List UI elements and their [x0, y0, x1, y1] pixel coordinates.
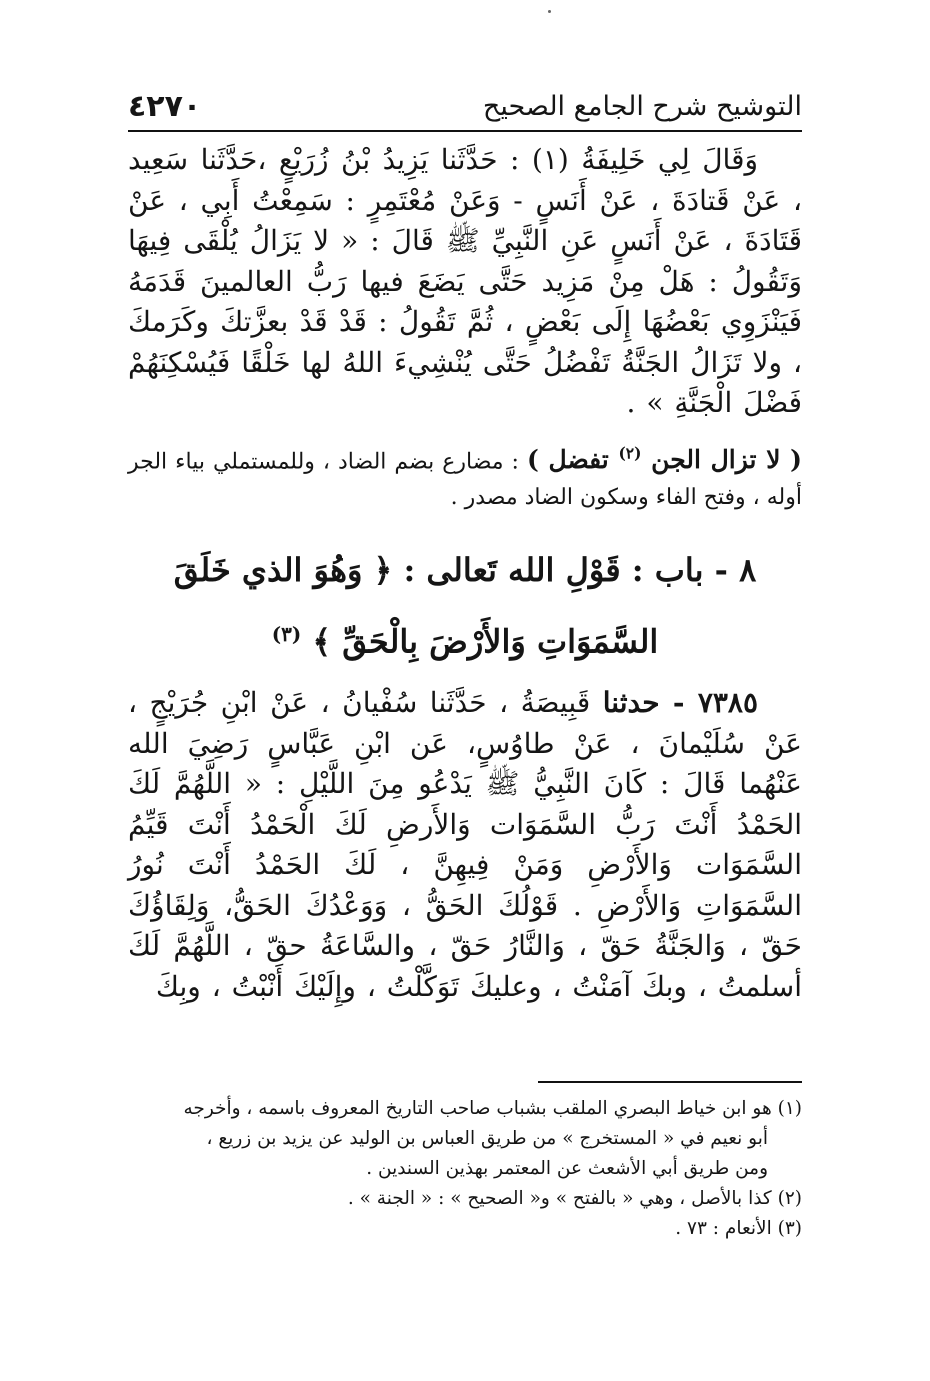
scan-speck — [548, 10, 551, 13]
hadith-paragraph-1: وَقَالَ لِي خَلِيفَةُ (١) : حَدَّثَنا يَزِيدُ بْنُ زُرَيْعٍ ،حَدَّثَنا سَعِيد ، عَنْ قَتادَةَ ، عَنْ أَنَسٍ - وَعَنْ مُعْتَمِرٍ : سَمِعْتُ أَبِي ، عَنْ قَتَادَةَ ، عَنْ أَنَسٍ عَنِ النَّبِيِّ ﷺ قَالَ : « لا يَزَالُ يُلْقَى فِيهَا وَتَقُولُ : هَلْ مِنْ مَزِيد حَتَّى يَضَعَ فيها رَبُّ العالمينَ قَدَمَهُ فَيَنْزَوِي بَعْضُهَا إِلَى بَعْضٍ ، ثُمَّ تَقُولُ : قَدْ قَدْ بعزَّتكَ وكَرَمكَ ، ولا تَزَالُ الجَنَّةُ تَفْضُلُ حَتَّى يُنْشِيءَ اللهُ لها خَلْقًا فَيُسْكِنَهُمْ فَضْلَ الْجَنَّةِ » . — [128, 143, 802, 419]
footnote-3: (٣) الأنعام : ٧٣ . — [675, 1218, 802, 1239]
commentary-text: : مضارع بضم الضاد ، وللمستملي بياء الجر أوله ، وفتح الفاء وسكون الضاد مصدر . — [128, 448, 802, 510]
lemma-open: ( لا تزال الجن — [641, 444, 802, 474]
commentary-lemma — [527, 445, 802, 474]
footnote-rule — [538, 1081, 802, 1083]
chapter-verse: السَّمَوَاتِ وَالأَرْضَ بِالْحَقِّ ﴾ — [312, 622, 659, 661]
footnote-1-line-1: (١) هو ابن خياط البصري الملقب بشباب صاحب التاريخ المعروف باسمه ، وأخرجه — [183, 1098, 802, 1119]
running-header — [128, 86, 802, 126]
footnote-ref-2: (٢) — [618, 443, 642, 463]
page-number: ٤٢٧٠ — [128, 88, 202, 124]
chapter-line-2 — [128, 602, 802, 674]
hadith-number: ٧٣٨٥ - حدثنا — [602, 686, 758, 720]
footnotes — [128, 1094, 802, 1244]
hadith-paragraph-2 — [128, 683, 802, 1007]
lemma-close: تفضل ) — [526, 444, 619, 474]
footnote-2: (٢) كذا بالأصل ، وهي « بالفتح » و« الصحيح » : « الجنة » . — [347, 1188, 802, 1209]
chapter-line-1: ٨ - باب : قَوْلِ الله تَعالى : ﴿ وَهُوَ الذي خَلَقَ — [173, 550, 757, 589]
book-title: التوشيح شرح الجامع الصحيح — [482, 90, 802, 122]
hadith-text: قَبِيصَةُ ، حَدَّثَنا سُفْيانُ ، عَنْ ابْنِ جُرَيْجٍ ، عَنْ سُلَيْمانَ ، عَنْ طاوُسٍ، عَن ابْنِ عَبَّاسٍ رَضِيَ الله عَنْهُما قَالَ : كَانَ النَّبِيُّ ﷺ يَدْعُو مِنَ اللَّيْلِ : « اللَّهُمَّ لَكَ الحَمْدُ أَنْتَ رَبُّ السَّمَوَات وَالأَرضِ لَكَ الْحَمْدُ أَنْتَ قَيِّمُ السَّمَوَات وَالأَرْضِ وَمَنْ فِيهِنَّ ، لَكَ الحَمْدُ أَنْتَ نُورُ السَّمَوَاتِ وَالأَرْضِ . قَوْلُكَ الحَقُّ ، وَوَعْدُكَ الحَقُّ، وَلِقَاؤُكَ حَقّ ، وَالجَنَّةُ حَقّ ، وَالنَّارُ حَقّ ، والسَّاعَةُ حقّ ، اللَّهُمَّ لَكَ أسلمتُ ، وبكَ آمَنْتُ ، وعليكَ تَوَكَّلْتُ ، وإِلَيْكَ أَنْبْتُ ، وبِكَ — [128, 686, 802, 1003]
commentary-paragraph — [128, 436, 802, 516]
header-rule — [128, 130, 802, 132]
footnote-1-line-2: أبو نعيم في « المستخرج » من طريق العباس بن الوليد عن يزيد بن زريع ، — [206, 1128, 768, 1149]
chapter-heading — [128, 538, 802, 674]
footnote-ref-3: (٣) — [271, 621, 302, 646]
main-text — [128, 140, 802, 1007]
footnote-1-line-3: ومن طريق أبي الأشعث عن المعتمر بهذين السندين . — [366, 1158, 768, 1179]
